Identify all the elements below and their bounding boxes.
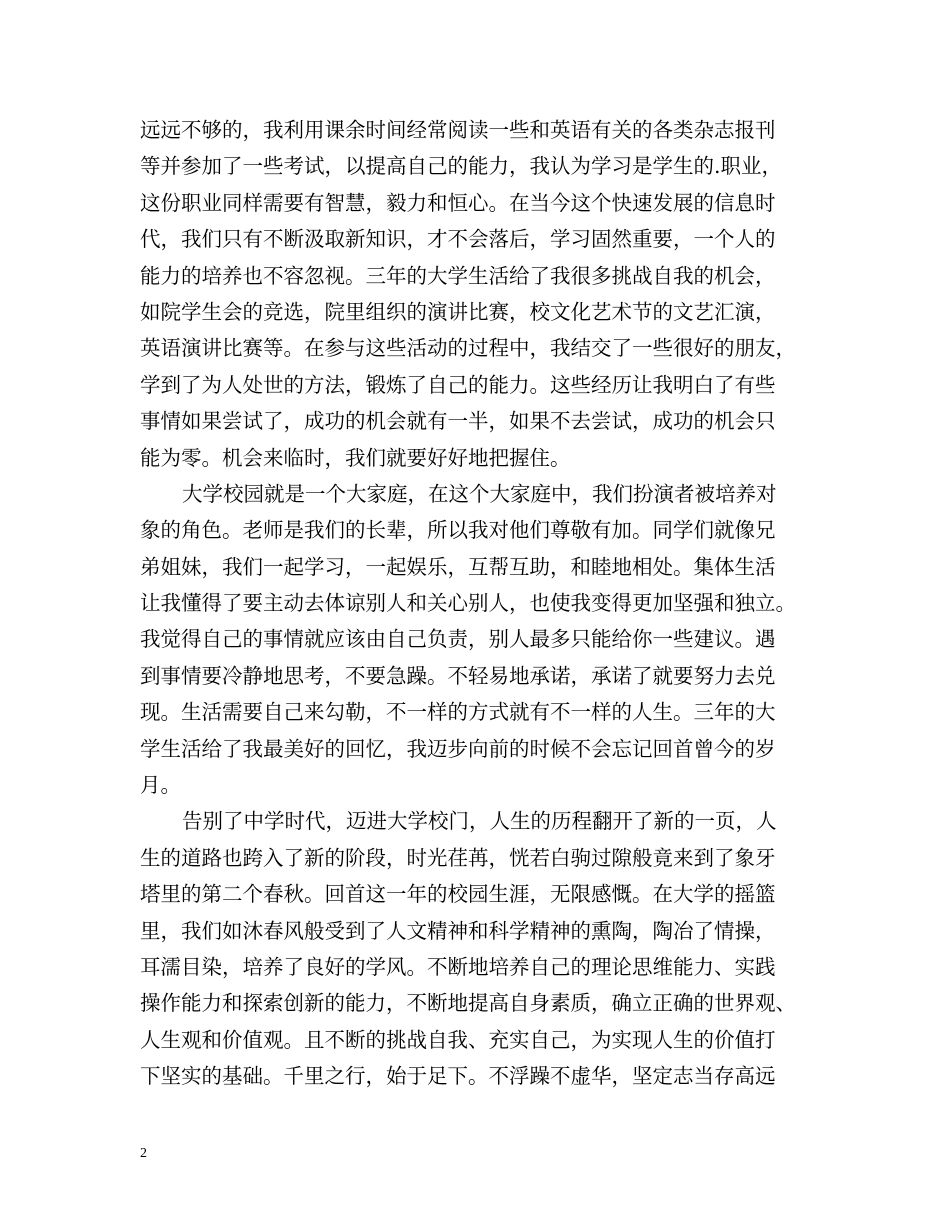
text-line: 事情如果尝试了，成功的机会就有一半，如果不去尝试，成功的机会只: [140, 409, 776, 434]
text-line: 英语演讲比赛等。在参与这些活动的过程中，我结交了一些很好的朋友，: [140, 336, 796, 361]
text-line: 生的道路也跨入了新的阶段，时光荏苒，恍若白驹过隙般竟来到了象牙: [140, 845, 776, 870]
text-line: 月。: [140, 773, 181, 798]
text-line: 我觉得自己的事情就应该由自己负责，别人最多只能给你一些建议。遇: [140, 627, 776, 652]
text-line: 让我懂得了要主动去体谅别人和关心别人，也使我变得更加坚强和独立。: [140, 591, 796, 616]
text-line: 大学校园就是一个大家庭，在这个大家庭中，我们扮演者被培养对: [182, 481, 777, 506]
text-line: 这份职业同样需要有智慧，毅力和恒心。在当今这个快速发展的信息时: [140, 190, 776, 215]
paragraph: [140, 803, 818, 1094]
text-line: 现。生活需要自己来勾勒，不一样的方式就有不一样的人生。三年的大: [140, 700, 776, 725]
text-line: 如院学生会的竞选，院里组织的演讲比赛，校文化艺术节的文艺汇演，: [140, 299, 776, 324]
text-line: 耳濡目染，培养了良好的学风。不断地培养自己的理论思维能力、实践: [140, 954, 776, 979]
text-line: 象的角色。老师是我们的长辈，所以我对他们尊敬有加。同学们就像兄: [140, 518, 776, 543]
text-line: 下坚实的基础。千里之行，始于足下。不浮躁不虚华，坚定志当存高远: [140, 1064, 776, 1089]
text-line: 弟姐妹，我们一起学习，一起娱乐，互帮互助，和睦地相处。集体生活: [140, 554, 776, 579]
text-line: 塔里的第二个春秋。回首这一年的校园生涯，无限感慨。在大学的摇篮: [140, 882, 776, 907]
text-line: 告别了中学时代，迈进大学校门，人生的历程翻开了新的一页，人: [182, 809, 777, 834]
text-line: 能力的培养也不容忽视。三年的大学生活给了我很多挑战自我的机会，: [140, 263, 776, 288]
text-line: 远远不够的，我利用课余时间经常阅读一些和英语有关的各类杂志报刊: [140, 118, 776, 142]
text-line: 人生观和价值观。且不断的挑战自我、充实自己，为实现人生的价值打: [140, 1027, 776, 1052]
text-line: 里，我们如沐春风般受到了人文精神和科学精神的熏陶，陶冶了情操，: [140, 918, 776, 943]
paragraph: [140, 476, 818, 804]
text-line: 操作能力和探索创新的能力，不断地提高自身素质，确立正确的世界观、: [140, 991, 796, 1016]
text-line: 学生活给了我最美好的回忆，我迈步向前的时候不会忘记回首曾今的岁: [140, 736, 776, 761]
text-line: 等并参加了一些考试，以提高自己的能力，我认为学习是学生的.职业，: [140, 154, 783, 179]
text-line: 到事情要冷静地思考，不要急躁。不轻易地承诺，承诺了就要努力去兑: [140, 663, 776, 688]
body-text: [140, 112, 818, 1095]
text-line: 能为零。机会来临时，我们就要好好地把握住。: [140, 445, 571, 470]
page-number: 2: [140, 1146, 147, 1161]
paragraph: [140, 112, 818, 476]
text-line: 代，我们只有不断汲取新知识，才不会落后，学习固然重要，一个人的: [140, 227, 776, 252]
text-line: 学到了为人处世的方法，锻炼了自己的能力。这些经历让我明白了有些: [140, 372, 776, 397]
